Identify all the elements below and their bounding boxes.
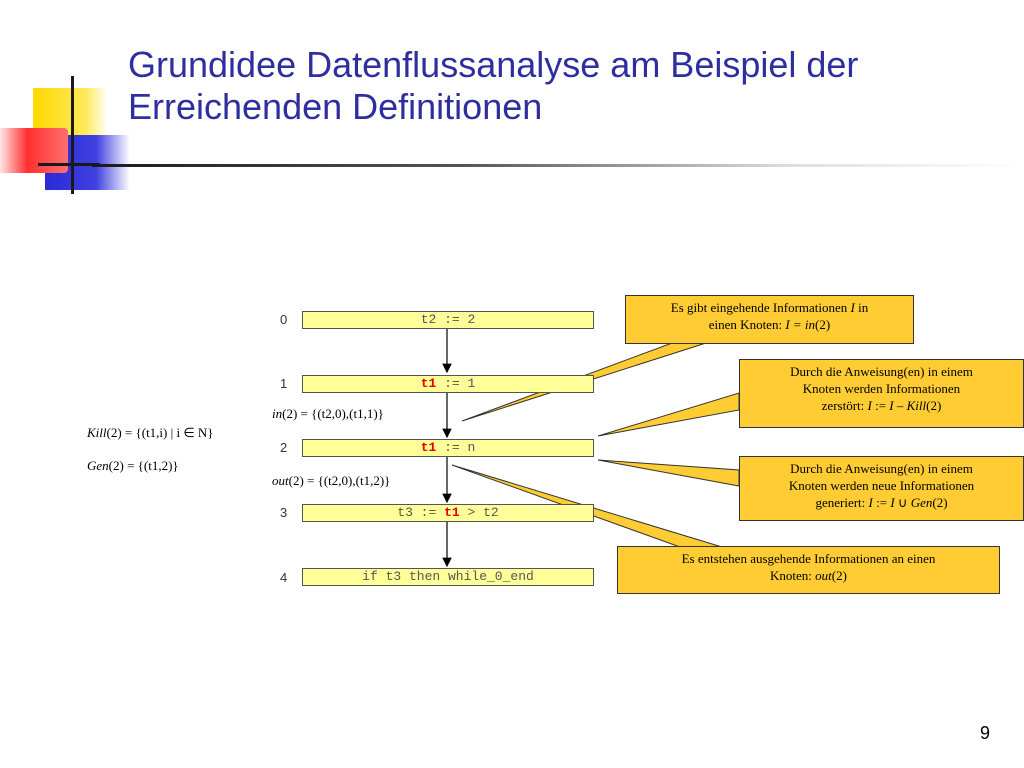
callout-kill-info — [739, 359, 1024, 428]
code-text: := n — [436, 440, 476, 455]
code-text: t2 := 2 — [420, 312, 476, 327]
in-value: (2) = {(t2,0),(t1,1)} — [282, 406, 384, 421]
callout-text: ∪ — [894, 495, 911, 510]
title-line-2: Erreichenden Definitionen — [128, 86, 543, 127]
callout-line: Es entstehen ausgehende Informationen an einen — [681, 551, 936, 566]
code-highlight: t1 — [444, 505, 460, 520]
callout-line — [632, 299, 907, 316]
kill-formula — [87, 425, 214, 441]
node-number-0: 0 — [280, 312, 288, 327]
callout-line — [632, 316, 907, 333]
callout-text: (2) — [831, 568, 847, 583]
code-node-3 — [302, 504, 594, 522]
gen-label: Gen — [87, 458, 109, 473]
in-formula — [272, 406, 384, 422]
code-highlight: t1 — [420, 376, 437, 391]
callout-text: := — [871, 398, 890, 413]
callout-line: Knoten werden Informationen — [802, 381, 961, 396]
callout-line — [746, 494, 1017, 511]
gen-formula — [87, 458, 179, 474]
node-number-1: 1 — [280, 376, 288, 391]
code-node-4 — [302, 568, 594, 586]
code-text: > t2 — [459, 505, 499, 520]
callout-text-italic: I — [890, 495, 895, 510]
callout-2-pointer — [598, 393, 739, 436]
in-label: in — [272, 406, 283, 421]
code-text: if t3 then while_0_end — [362, 569, 534, 584]
callout-line: Durch die Anweisung(en) in einem — [790, 461, 973, 476]
callout-outgoing-info — [617, 546, 1000, 594]
page-number: 9 — [979, 723, 990, 743]
callout-text-italic: Kill — [906, 398, 927, 413]
callout-text-italic: I = in — [785, 317, 816, 332]
callout-text: einen Knoten: — [708, 317, 786, 332]
out-value: (2) = {(t2,0),(t1,2)} — [288, 473, 391, 488]
callout-text: – — [893, 398, 907, 413]
callout-line — [624, 567, 993, 584]
callout-text-italic: I — [889, 398, 894, 413]
callout-line: Durch die Anweisung(en) in einem — [790, 364, 973, 379]
title-line-1: Grundidee Datenflussanalyse am Beispiel der — [128, 44, 859, 85]
callout-text-italic: I — [867, 398, 872, 413]
callout-text: zerstört: — [821, 398, 868, 413]
callout-text: generiert: — [815, 495, 869, 510]
callout-text: := — [872, 495, 891, 510]
callout-text-italic: I — [850, 300, 855, 315]
callout-line — [746, 397, 1017, 414]
callout-text: (2) — [932, 495, 948, 510]
callout-text: in — [854, 300, 869, 315]
callout-text: Knoten: — [770, 568, 816, 583]
callout-incoming-info — [625, 295, 914, 344]
node-number-3: 3 — [280, 505, 288, 520]
node-number-2: 2 — [280, 440, 288, 455]
code-node-2 — [302, 439, 594, 457]
callout-text: Es gibt eingehende Informationen — [670, 300, 851, 315]
callout-text-italic: I — [868, 495, 873, 510]
callout-text: (2) — [815, 317, 831, 332]
code-node-1 — [302, 375, 594, 393]
code-highlight: t1 — [420, 440, 437, 455]
code-node-0 — [302, 311, 594, 329]
out-formula — [272, 473, 390, 489]
gen-value: (2) = {(t1,2)} — [108, 458, 179, 473]
callout-text-italic: out — [815, 568, 832, 583]
callout-gen-info — [739, 456, 1024, 521]
kill-value: (2) = {(t1,i) | i ∈ N} — [106, 425, 214, 440]
node-number-4: 4 — [280, 570, 288, 585]
callout-text: (2) — [926, 398, 942, 413]
callout-text-italic: Gen — [910, 495, 933, 510]
kill-label: Kill — [87, 425, 107, 440]
code-text: := 1 — [436, 376, 476, 391]
callout-line: Knoten werden neue Informationen — [788, 478, 975, 493]
out-label: out — [272, 473, 289, 488]
code-text: t3 := — [397, 505, 445, 520]
callout-3-pointer — [598, 460, 739, 486]
